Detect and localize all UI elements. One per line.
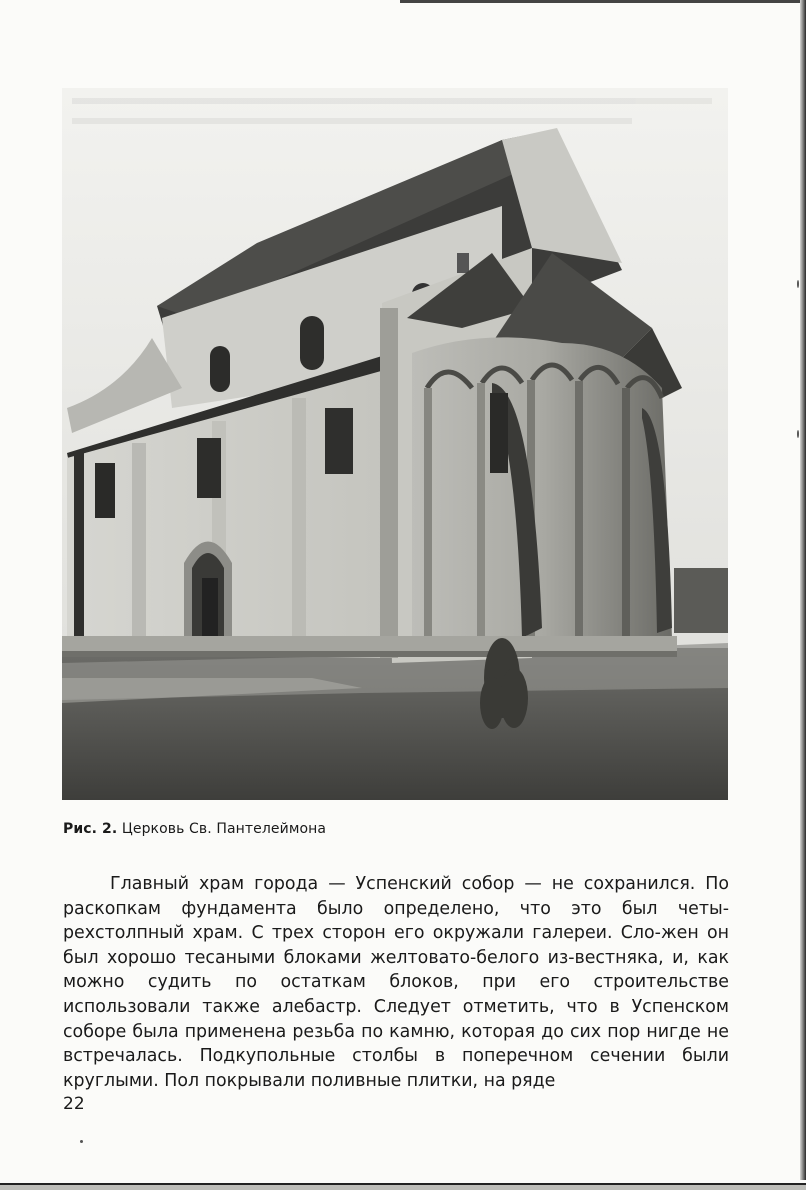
figure-caption <box>63 821 326 837</box>
church-photo-illustration <box>62 88 728 800</box>
caption-text: Церковь Св. Пантелеймона <box>121 821 327 837</box>
caption-label: Рис. 2. <box>63 821 118 837</box>
church-photo <box>62 88 728 800</box>
scan-speck <box>797 280 799 288</box>
body-text <box>63 872 729 1093</box>
scan-speck <box>797 430 799 438</box>
page-edge-right <box>800 0 806 1190</box>
scan-speck <box>80 1140 83 1143</box>
page-edge-top <box>400 0 806 3</box>
paragraph: Главный храм города — Успенский собор — не сохранился. По раскопкам фундамента было определено, что это был четы-рехстолпный храм. С трех сторон его окружали галереи. Сло-жен он был хорошо тесаными блоками желтовато-белого из-вестняка, и, как можно судить по остаткам блоков, при его строительстве использовали также алебастр. Следует отметить, что в Успенском соборе была применена резьба по камню, которая до сих пор нигде не встречалась. Подкупольные столбы в поперечном сечении были круглыми. Пол покрывали поливные плитки, на ряде <box>63 874 729 1091</box>
page-number: 22 <box>63 1094 85 1114</box>
page-edge-bottom <box>0 1180 806 1190</box>
